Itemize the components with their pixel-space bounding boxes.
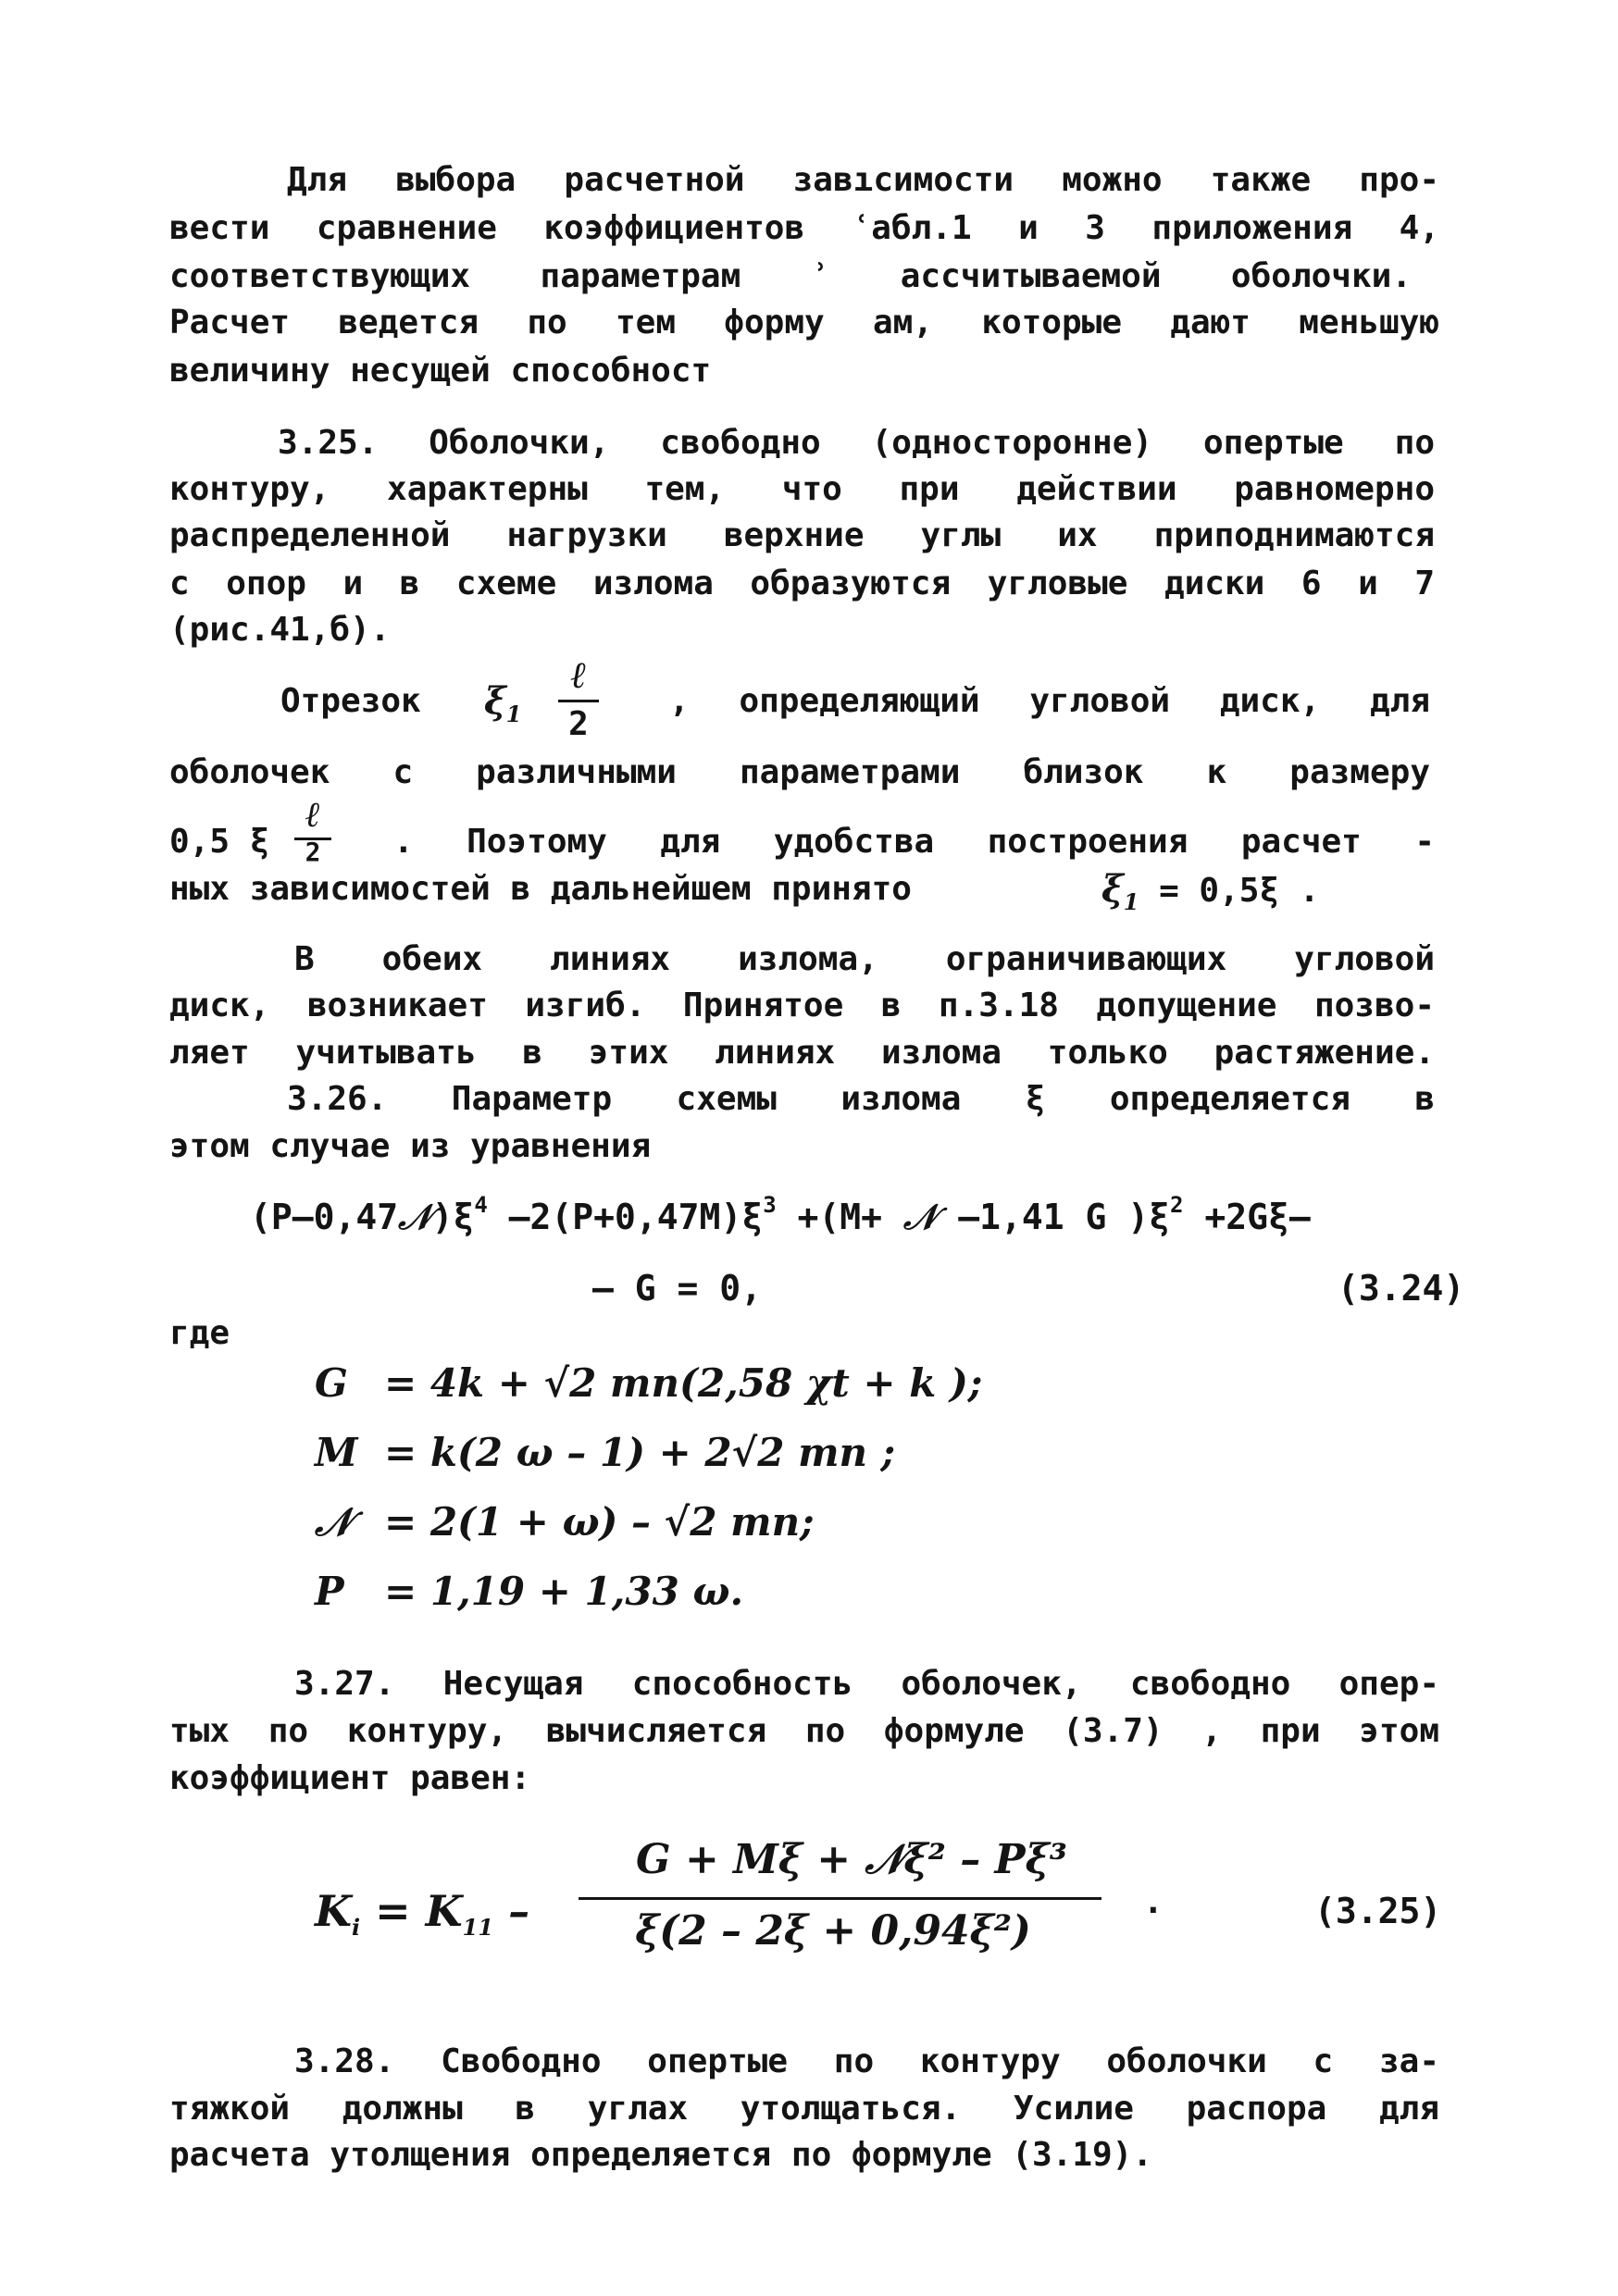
equation-325-fraction-bar <box>579 1897 1101 1900</box>
p328-line-3: расчета утолщения определяется по формуле (3.19). <box>169 2136 1153 2174</box>
bend-line-1: В обеих линиях излома, ограничивающих угловой <box>294 940 1435 978</box>
segment-rest: , определяющий угловой диск, для <box>669 682 1430 720</box>
def-lhs-M: M <box>315 1430 358 1475</box>
intro-line-4: Расчет ведется по тем форму ам, которые дают меньшую <box>169 304 1439 341</box>
bend-line-2: диск, возникает изгиб. Принятое в п.3.18 допущение позво- <box>169 987 1435 1024</box>
segment-frac-num: ℓ <box>570 653 587 697</box>
def-lhs-G: G <box>315 1360 348 1406</box>
equation-324-number: (3.24) <box>1338 1268 1465 1309</box>
equation-324-line-1: $(P-0,47𝒩)\xi^4$ $-2(P+0,47M)\xi^3 +(M+$ 𝒩 –1,41 G )$\xi^2 +2G\xi-$ <box>250 1192 1311 1237</box>
def-rhs-G: = 4k + √2 mn(2,58 χt + k ); <box>384 1360 983 1406</box>
intro-line-5: величину несущей способност <box>169 352 712 390</box>
p327-line-3: коэффициент равен: <box>169 1759 531 1797</box>
equation-325-number: (3.25) <box>1314 1891 1442 1931</box>
segment-assign: $\xi_1 = 0,5\xi$ . <box>1101 867 1320 915</box>
equation-324-line-2: – G = 0, <box>592 1268 763 1309</box>
segment-frac2-den: 2 <box>305 837 321 867</box>
intro-line-3: соответствующих параметрам ʾ ассчитываемой оболочки. <box>169 257 1412 295</box>
segment-half-xi: 0,5 ξ <box>169 823 270 861</box>
def-rhs-P: = 1,19 + 1,33 ω. <box>384 1569 744 1614</box>
equation-325-numerator: G + Mξ + 𝒩ξ² – Pξ³ <box>636 1836 1067 1883</box>
intro-line-1: Для выбора расчетной завıсимости можно также про- <box>287 161 1439 199</box>
def-rhs-M: = k(2 ω – 1) + 2√2 mn ; <box>384 1430 896 1475</box>
p326-line-1: 3.26. Параметр схемы излома ξ определяется в <box>287 1080 1435 1118</box>
p325-line-2: контуру, характерны тем, что при действии равномерно <box>169 470 1435 508</box>
p325-line-3: распределенной нагрузки верхние углы их приподнимаются <box>169 516 1435 554</box>
segment-line-2: оболочек с различными параметрами близок к размеру <box>169 753 1430 791</box>
def-lhs-N: 𝒩 <box>315 1499 353 1545</box>
p327-line-1: 3.27. Несущая способность оболочек, свободно опер- <box>294 1665 1439 1703</box>
p325-line-5: (рис.41,б). <box>169 611 391 649</box>
p328-line-1: 3.28. Свободно опертые по контуру оболочки с за- <box>294 2042 1439 2080</box>
segment-frac2-num: ℓ <box>305 793 321 835</box>
segment-start: Отрезок <box>280 682 421 720</box>
bend-line-3: ляет учитывать в этих линиях излома только растяжение. <box>169 1034 1435 1072</box>
segment-frac-den: 2 <box>568 705 589 743</box>
where-label: где <box>169 1314 230 1352</box>
p326-line-2: этом случае из уравнения <box>169 1127 652 1165</box>
equation-325-dot: · <box>1143 1892 1164 1930</box>
p327-line-2: тых по контуру, вычисляется по формуле (3.7) , при этом <box>169 1712 1439 1750</box>
p328-line-2: тяжкой должны в углах утолщаться. Усилие распора для <box>169 2090 1439 2128</box>
intro-line-2: вести сравнение коэффициентов ʿабл.1 и 3 приложения 4, <box>169 209 1439 247</box>
segment-xi1: $\xi_1$ <box>484 679 522 727</box>
p325-line-1: 3.25. Оболочки, свободно (односторонне) опертые по <box>278 424 1435 462</box>
def-lhs-P: P <box>315 1569 344 1614</box>
segment-line-4: ных зависимостей в дальнейшем принято <box>169 870 912 908</box>
equation-325-denominator: ξ(2 – 2ξ + 0,94ξ²) <box>635 1907 1031 1955</box>
def-rhs-N: = 2(1 + ω) – √2 mn; <box>384 1499 815 1545</box>
p325-line-4: с опор и в схеме излома образуются угловые диски 6 и 7 <box>169 565 1435 602</box>
equation-325-lhs: $K_i = K_{11}$ – <box>315 1886 530 1942</box>
segment-rest-2: . Поэтому для удобства построения расчет - <box>393 823 1435 861</box>
